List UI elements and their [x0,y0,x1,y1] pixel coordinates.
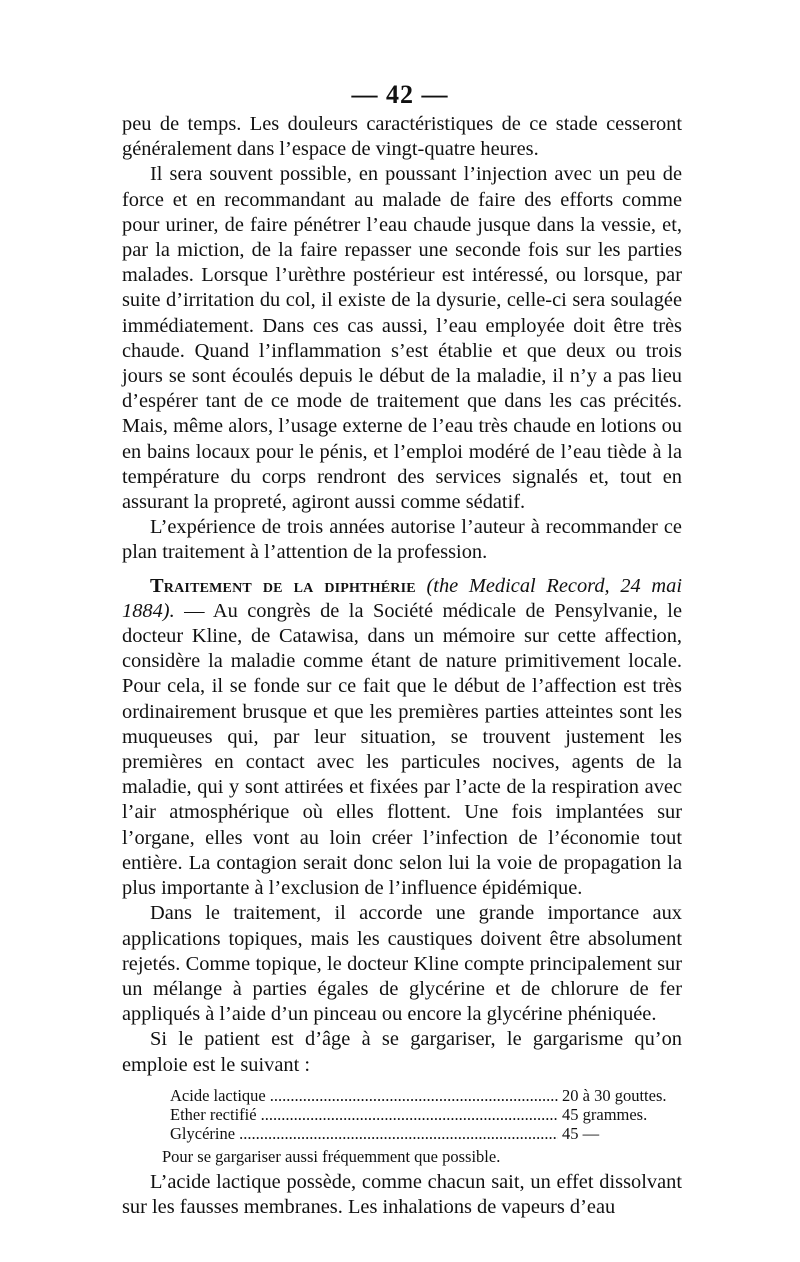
paragraph: L’acide lactique possède, comme chacun sait, un effet dissolvant sur les fausses membranes. Les inhalations de vapeurs d’eau [122,1170,682,1218]
section-title: Traitement de la diphthérie [150,574,416,597]
leader-dots [239,1124,558,1143]
paragraph: peu de temps. Les douleurs caractéristiques de ce stade cesseront généralement dans l’espace de vingt-quatre heures. [122,113,682,161]
paragraph: L’expérience de trois années autorise l’auteur à recommander ce plan traitement à l’attention de la profession. [122,516,682,564]
leader-dots [261,1105,558,1124]
prescription-row [170,1086,682,1105]
prescription-list [170,1086,682,1143]
paragraph: Il sera souvent possible, en poussant l’injection avec un peu de force et en recommandant au malade de faire des efforts comme pour uriner, de faire pénétrer l’eau chaude jusque dans la vessie, et, par la miction, de la faire repasser une seconde fois sur les parties malades. Lorsque l’urèthre postérieur est intéressé, ou lorsque, par suite d’irritation du col, il existe de la dysurie, celle-ci sera soulagée immédiatement. Dans ces cas aussi, l’eau employée doit être très chaude. Quand l’inflammation s’est établie et que deux ou trois jours se sont écoulés depuis le début de la maladie, il n’y a pas lieu d’espérer tant de ce mode de traitement que dans les cas précités. Mais, même alors, l’usage externe de l’eau très chaude en lotions ou en bains locaux pour le pénis, et l’emploi modéré de l’eau tiède à la température du corps rendront des services signalés et, tout en assurant la propreté, agiront aussi comme sédatif. [122,163,682,514]
ingredient-name: Ether rectifié [170,1104,257,1124]
prescription-note: Pour se gargariser aussi fréquemment que possible. [162,1146,501,1166]
paragraph: Dans le traitement, il accorde une grande importance aux applications topiques, mais les caustiques doivent être absolument rejetés. Comme topique, le docteur Kline compte principalement sur un mélange à parties égales de glycérine et de chlorure de fer appliqués à l’aide d’un pinceau ou encore la glycérine phéniquée. [122,902,682,1026]
leader-dots [270,1086,558,1105]
ingredient-quantity: 45 — [562,1123,600,1143]
page-number: — 42 — [351,80,449,109]
section-body: — Au congrès de la Société médicale de Pensylvanie, le docteur Kline, de Catawisa, dans un mémoire sur cette affection, considère la maladie comme étant de nature primitivement locale. Pour cela, il se fonde sur ce fait que le début de l’affection est très ordinairement brusque et que les premières parties atteintes sont les muqueuses qui, par leur situation, se trouvent justement les premières en contact avec les particules nocives, agents de la maladie, qui y sont attirées et fixées par l’acte de la respiration avec l’air atmosphérique où elles flottent. Une fois implantées sur l’organe, elles vont au loin créer l’infection de l’économie tout entière. La contagion serait donc selon lui la voie de propagation la plus importante à l’exclusion de l’influence épidémique. [122,599,683,900]
section-paragraph [122,574,682,902]
paragraph: Si le patient est d’âge à se gargariser, le gargarisme qu’on emploie est le suivant : [122,1028,682,1076]
prescription-row [170,1105,682,1124]
body-text [122,112,682,1220]
prescription-row [170,1124,682,1143]
ingredient-quantity: 20 à 30 gouttes. [562,1085,667,1105]
ingredient-name: Acide lactique [170,1085,266,1105]
ingredient-name: Glycérine [170,1123,236,1143]
ingredient-quantity: 45 grammes. [562,1104,648,1124]
section-source: (the Medical Record, 24 mai 1884). [122,574,682,622]
